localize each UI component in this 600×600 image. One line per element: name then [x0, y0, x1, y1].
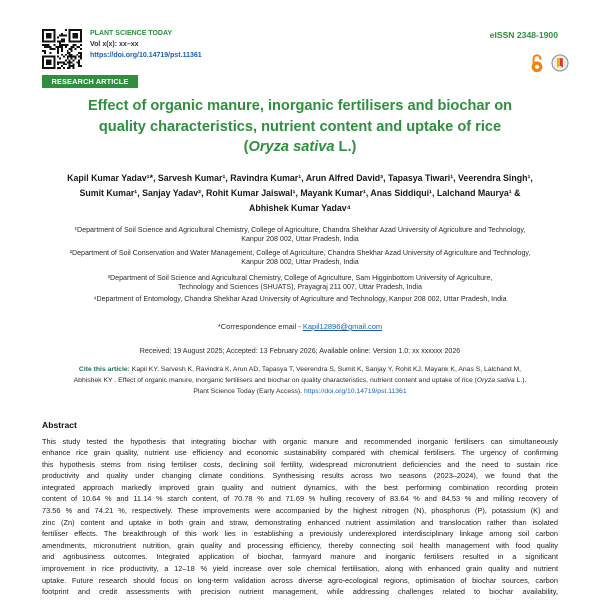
affiliation-line: ¹Department of Soil Science and Agricultural Chemistry, College of Agriculture, Chandra Shekhar Azad University of Agriculture and Technology,: [74, 225, 526, 234]
journal-volume: Vol x(x): xx–xx: [90, 41, 139, 48]
article-title: [0, 96, 600, 158]
correspondence: [0, 322, 600, 332]
citation-title: Abhishek KY . Effect of organic manure, inorganic fertilisers and biochar on quality characteristics, nutrient content and uptake of rice (: [73, 376, 477, 384]
title-paren-close: L.): [334, 139, 357, 155]
affiliation-3: [0, 274, 600, 292]
abstract-line: productivity and quality under changing climate conditions. Synthesising results across two seasons (2023–2024), we found that the: [42, 471, 558, 481]
affiliation-2: [0, 249, 600, 267]
citation-line-2: [0, 375, 600, 386]
abstract-line: enhance rice grain quality, nutrient use efficiency and economic sustainability compared with chemical fertilisers. The urgency of confirming: [42, 448, 558, 458]
abstract-line: fertiliser effects. The breakthrough of this work lies in establishing a previously underexplored interdisciplinary linkage among soil carbon: [42, 529, 558, 539]
affiliation-line: Kanpur 208 002, Uttar Pradesh, India: [241, 234, 359, 243]
abstract-line: footprint and credit assessments with precision nutrient management, while addressing challenges related to biochar availability,: [42, 587, 558, 597]
affiliation-line: ²Department of Soil Conservation and Water Management, College of Agriculture, Chandra Shekhar Azad University of Agriculture and Technology,: [69, 248, 531, 257]
abstract-heading: Abstract: [42, 420, 77, 430]
affiliation-line: Technology and Sciences (SHUATS), Prayagraj 211 007, Uttar Pradesh, India: [178, 282, 422, 291]
abstract-line: 73.56 % and 74.21 %, respectively. These improvements were accompanied by the highest nitrogen (N), phosphorus (P), potassium (K) and: [42, 506, 558, 516]
citation-title-end: L.).: [514, 376, 527, 384]
abstract-line: this hypothesis stems from rising fertiliser costs, declining soil fertility, widespread micronutrient deficiencies and the need to sustain rice: [42, 459, 558, 469]
authors-line-3: Abhishek Kumar Yadav⁴: [249, 202, 351, 213]
journal-name: PLANT SCIENCE TODAY: [90, 30, 173, 37]
abstract-line: amendments, micronutrient nutrition, grain quality and processing efficiency, thereby connecting soil health management with food quality: [42, 540, 558, 550]
eissn: eISSN 2348-1900: [489, 30, 558, 40]
abstract-body: [42, 436, 558, 598]
doi-link[interactable]: https://doi.org/10.14719/pst.11361: [90, 52, 202, 59]
citation-label: Cite this article:: [78, 365, 130, 373]
title-line-2: quality characteristics, nutrient content and uptake of rice: [98, 118, 502, 135]
citation-line-3: [0, 386, 600, 397]
abstract-line: and agribusiness outcomes. Integrated application of biochar, farmyard manure and inorganic fertilisers resulted in a significant: [42, 552, 558, 562]
abstract-line: This study tested the hypothesis that integrating biochar with organic manure and recommended inorganic fertilisers can simultaneously: [42, 436, 558, 446]
publication-dates: Received: 19 August 2025; Accepted: 13 February 2026; Available online: Version 1.0: xx xxxxxx 2026: [139, 346, 461, 355]
affiliation-1: [0, 226, 600, 244]
title-species: Oryza sativa: [248, 139, 335, 155]
abstract-line: zinc (Zn) content and uptake in both grain and straw, demonstrating enhanced nutrient assimilation and translocation rather than isolated: [42, 517, 558, 527]
citation-authors: Kapil KY, Sarvesh K, Ravindra K, Arun AD, Tapasya T, Veerendra S, Sumit K, Sanjay Y, Rohit KJ, Mayank K, Anas S, Lalchand M,: [129, 365, 522, 373]
affiliation-line: ³Department of Soil Science and Agricultural Chemistry, College of Agriculture, Sam Higginbottom University of Agriculture,: [107, 273, 493, 282]
abstract-line: uptake. Future research should focus on long-term validation across diverse agro-ecological regions, optimisation of biochar sources, carbon: [42, 575, 558, 585]
citation-line-1: [0, 364, 600, 375]
article-type-badge: RESEARCH ARTICLE: [42, 75, 138, 88]
correspondence-email-link[interactable]: Kapil12896@gmail.com: [302, 322, 383, 331]
author-list: [0, 171, 600, 216]
abstract-line: improvement in rice productivity, a 12–18 % yield increase over sole chemical fertilisation, along with enhanced grain quality and nutrient: [42, 564, 558, 574]
open-access-icon: [530, 53, 544, 73]
abstract-line: integrated approach markedly improved grain quality and nutrient dynamics, with the best performing combination recording protein: [42, 482, 558, 492]
citation-species: Oryza sativa: [476, 376, 515, 384]
affiliation-4: [0, 295, 600, 304]
title-line-3: [0, 137, 600, 158]
affiliation-line: Kanpur 208 002, Uttar Pradesh, India: [241, 257, 359, 266]
crossmark-icon[interactable]: [551, 54, 569, 72]
authors-line-1: Kapil Kumar Yadav¹*, Sarvesh Kumar¹, Ravindra Kumar¹, Arun Alfred David³, Tapasya Tiwari¹, Veerendra Singh¹,: [67, 172, 533, 183]
correspondence-label: *Correspondence email -: [217, 322, 303, 331]
title-line-1: Effect of organic manure, inorganic fertilisers and biochar on: [87, 98, 513, 114]
citation-source: Plant Science Today (Early Access).: [193, 387, 304, 395]
citation-doi-link[interactable]: https://doi.org/10.14719/pst.11361: [303, 387, 407, 395]
title-paren-open: (: [243, 139, 249, 155]
affiliation-line: ⁴Department of Entomology, Chandra Shekhar Azad University of Agriculture and Technology, Kanpur 208 002, Uttar Pradesh, India: [93, 294, 507, 303]
qr-code: [42, 29, 82, 69]
citation: [0, 364, 600, 397]
abstract-line: content of 10.64 % and 11.14 % starch content, of 70.78 % and 71.69 % hulling recovery of 83.64 % and 84.53 % and milling recovery of: [42, 494, 558, 504]
authors-line-2: Sumit Kumar¹, Sanjay Yadav², Rohit Kumar Jaiswal¹, Mayank Kumar¹, Anas Siddiqui¹, Lalchand Maurya¹ &: [79, 187, 521, 198]
